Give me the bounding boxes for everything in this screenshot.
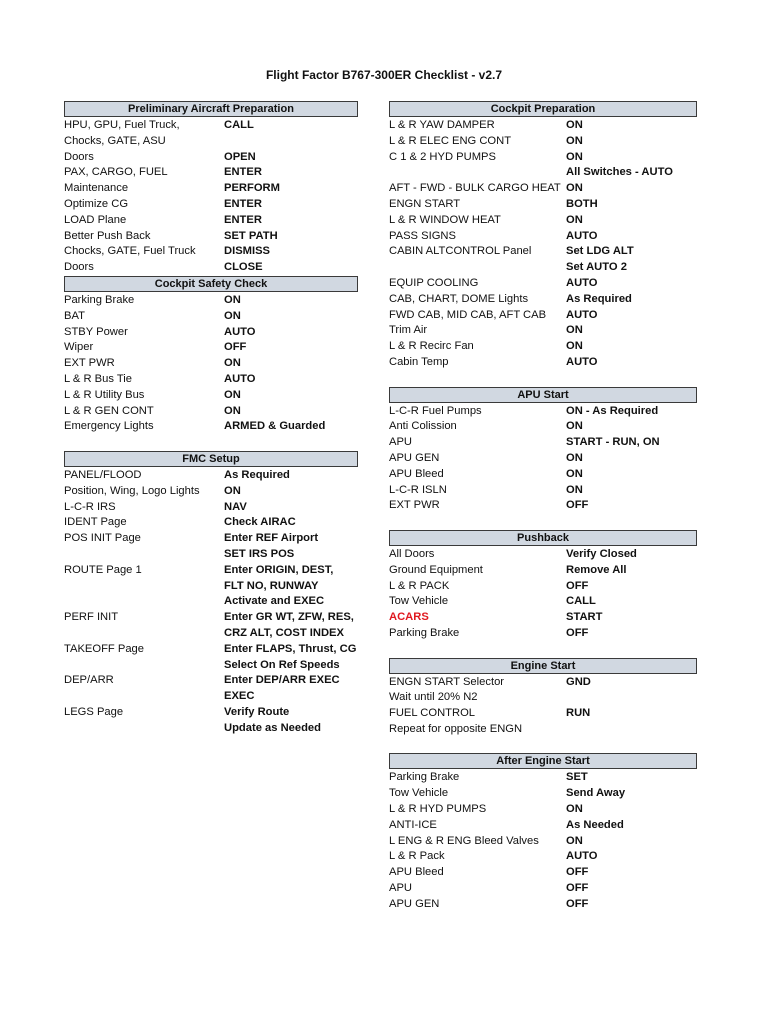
checklist-item: APU (389, 882, 413, 895)
checklist-item: L & R ELEC ENG CONT (389, 134, 512, 147)
checklist-item: Doors (64, 150, 94, 163)
section-header: Engine Start (389, 658, 697, 674)
checklist-value: ENTER (224, 197, 262, 210)
checklist-item: Tow Vehicle (389, 595, 449, 608)
checklist-row (64, 388, 358, 404)
checklist-value: ON (566, 451, 583, 464)
checklist-row (389, 897, 697, 913)
section-spacer (389, 642, 697, 658)
checklist-item: Anti Colission (389, 420, 457, 433)
checklist-item: C 1 & 2 HYD PUMPS (389, 150, 496, 163)
checklist-value: Update as Needed (224, 721, 321, 734)
checklist-row (389, 483, 697, 499)
checklist-row (389, 260, 697, 276)
checklist-item: PASS SIGNS (389, 229, 456, 242)
checklist-value: RUN (566, 707, 591, 720)
checklist-item: Parking Brake (64, 293, 135, 306)
checklist-item: Maintenance (64, 182, 129, 195)
checklist-row (389, 165, 697, 181)
checklist-row (389, 134, 697, 150)
checklist-item: Wiper (64, 341, 94, 354)
checklist-item: FUEL CONTROL (389, 707, 475, 720)
checklist-value: ON (224, 484, 241, 497)
checklist-rows (389, 674, 697, 738)
checklist-row (389, 323, 697, 339)
checklist-value: Set LDG ALT (566, 245, 634, 258)
checklist-value: As Required (224, 468, 290, 481)
section-spacer (64, 435, 358, 451)
section-header: Cockpit Preparation (389, 101, 697, 117)
checklist-value: ON (566, 119, 583, 131)
right-column (389, 101, 697, 913)
checklist-item: TAKEOFF Page (64, 642, 144, 655)
checklist-item: Wait until 20% N2 (389, 691, 478, 704)
checklist-item: Position, Wing, Logo Lights (64, 484, 200, 497)
checklist-value: AUTO (224, 325, 256, 338)
checklist-item: Repeat for opposite ENGN (389, 722, 523, 735)
checklist-value: EXEC (224, 690, 255, 703)
document-title: Flight Factor B767-300ER Checklist - v2.7 (265, 68, 503, 82)
checklist-row (389, 213, 697, 229)
checklist-value: As Needed (566, 818, 624, 831)
checklist-row (64, 118, 358, 134)
checklist-row (64, 484, 358, 500)
checklist-value: Set AUTO 2 (566, 261, 627, 274)
checklist-rows (64, 117, 358, 276)
checklist-row (64, 356, 358, 372)
checklist-row (389, 579, 697, 595)
checklist-value: OFF (566, 866, 589, 879)
checklist-item: EQUIP COOLING (389, 276, 479, 289)
checklist-row (389, 276, 697, 292)
checklist-item: All Doors (389, 547, 435, 560)
checklist-row (389, 308, 697, 324)
checklist-row (389, 849, 697, 865)
checklist-value: ON (224, 388, 241, 401)
checklist-rows (64, 292, 358, 435)
checklist-item: L & R Bus Tie (64, 372, 132, 385)
checklist-item: Better Push Back (64, 229, 151, 242)
checklist-row (389, 150, 697, 166)
checklist-row (389, 770, 697, 786)
checklist-value: BOTH (566, 197, 598, 210)
checklist-row (389, 292, 697, 308)
checklist-row (389, 229, 697, 245)
checklist-value: OPEN (224, 150, 256, 163)
checklist-value: OFF (566, 882, 589, 895)
checklist-item: APU (389, 436, 413, 449)
checklist-row (64, 404, 358, 420)
checklist-row (389, 498, 697, 514)
checklist-item: Doors (64, 261, 94, 274)
checklist-row (64, 626, 358, 642)
checklist-rows (389, 117, 697, 371)
checklist-item: AFT - FWD - BULK CARGO HEAT (389, 182, 561, 195)
checklist-row (64, 213, 358, 229)
checklist-row (64, 244, 358, 260)
checklist-item: L & R WINDOW HEAT (389, 213, 501, 226)
checklist-item: L ENG & R ENG Bleed Valves (389, 834, 539, 847)
checklist-item: CAB, CHART, DOME Lights (389, 292, 529, 305)
checklist-row (389, 355, 697, 371)
checklist-item: DEP/ARR (64, 674, 114, 687)
checklist-value: AUTO (566, 308, 598, 321)
checklist-row (64, 531, 358, 547)
checklist-value: AUTO (566, 850, 598, 863)
checklist-item: ENGN START Selector (389, 675, 505, 688)
checklist-row (389, 419, 697, 435)
checklist-item: PANEL/FLOOD (64, 468, 142, 481)
checklist-row (64, 419, 358, 435)
checklist-row (389, 118, 697, 134)
checklist-row (389, 435, 697, 451)
checklist-value: Enter FLAPS, Thrust, CG (224, 642, 357, 655)
checklist-rows (64, 467, 358, 737)
checklist-row (389, 547, 697, 563)
checklist-value: ON (566, 213, 583, 226)
checklist-value: ON (566, 150, 583, 163)
checklist-row (64, 468, 358, 484)
checklist-item: L & R Utility Bus (64, 388, 145, 401)
checklist-row (64, 689, 358, 705)
section-header: Preliminary Aircraft Preparation (64, 101, 358, 117)
checklist-row (389, 181, 697, 197)
checklist-value: Enter REF Airport (224, 532, 319, 545)
checklist-value: All Switches - AUTO (566, 166, 673, 179)
section-header: FMC Setup (64, 451, 358, 467)
section-engine-start (389, 658, 697, 754)
checklist-item: Chocks, GATE, ASU (64, 134, 166, 147)
checklist-item: Parking Brake (389, 771, 460, 784)
checklist-value: START (566, 611, 603, 624)
checklist-row (64, 150, 358, 166)
checklist-value: CALL (566, 595, 596, 608)
checklist-row (389, 563, 697, 579)
section-preliminary (64, 101, 358, 276)
checklist-row (64, 547, 358, 563)
checklist-item: L & R YAW DAMPER (389, 119, 495, 131)
checklist-row (64, 197, 358, 213)
checklist-item: L-C-R IRS (64, 500, 116, 513)
checklist-item: APU Bleed (389, 467, 444, 480)
checklist-value: Check AIRAC (224, 516, 296, 529)
checklist-row (64, 594, 358, 610)
checklist-value: SET PATH (224, 229, 278, 242)
checklist-value: CRZ ALT, COST INDEX (224, 626, 344, 639)
checklist-row (64, 705, 358, 721)
checklist-item: FWD CAB, MID CAB, AFT CAB (389, 308, 547, 321)
checklist-value: ON (566, 803, 583, 816)
checklist-value: Enter ORIGIN, DEST, (224, 563, 334, 576)
checklist-item: L & R Recirc Fan (389, 340, 474, 353)
checklist-row (389, 610, 697, 626)
checklist-value: OFF (566, 897, 589, 910)
checklist-value: Send Away (566, 787, 626, 800)
checklist-item: Cabin Temp (389, 355, 449, 368)
checklist-item: APU GEN (389, 897, 440, 910)
checklist-value: ON (566, 467, 583, 480)
section-header: Pushback (389, 530, 697, 546)
checklist-rows (389, 546, 697, 642)
checklist-item: Emergency Lights (64, 420, 154, 433)
checklist-value: AUTO (566, 355, 598, 368)
checklist-item: PERF INIT (64, 611, 119, 624)
checklist-rows (389, 403, 697, 515)
checklist-row (64, 309, 358, 325)
checklist-value: AUTO (224, 372, 256, 385)
left-column (64, 101, 358, 736)
checklist-value: AUTO (566, 276, 598, 289)
checklist-row (64, 325, 358, 341)
checklist-row (389, 690, 697, 706)
checklist-item: EXT PWR (389, 499, 440, 512)
checklist-row (389, 722, 697, 738)
checklist-row (389, 197, 697, 213)
checklist-row (389, 339, 697, 355)
checklist-row (64, 563, 358, 579)
section-spacer (389, 514, 697, 530)
checklist-row (389, 404, 697, 420)
section-pushback (389, 530, 697, 658)
checklist-item: PAX, CARGO, FUEL (64, 166, 168, 179)
checklist-value: START - RUN, ON (566, 436, 660, 449)
section-spacer (389, 371, 697, 387)
checklist-value: ENTER (224, 213, 262, 226)
checklist-row (64, 515, 358, 531)
checklist-item: APU Bleed (389, 866, 444, 879)
checklist-row (389, 834, 697, 850)
checklist-value: OFF (566, 579, 589, 592)
checklist-value: ON (566, 324, 583, 337)
checklist-item: EXT PWR (64, 357, 115, 370)
checklist-value: Remove All (566, 563, 627, 576)
checklist-item: HPU, GPU, Fuel Truck, (64, 119, 180, 131)
checklist-row (389, 451, 697, 467)
checklist-item: ROUTE Page 1 (64, 563, 142, 576)
checklist-item: L & R PACK (389, 579, 450, 592)
checklist-row (64, 372, 358, 388)
section-spacer (389, 738, 697, 754)
checklist-row (64, 134, 358, 150)
checklist-value: ON (224, 357, 241, 370)
checklist-item: STBY Power (64, 325, 128, 338)
checklist-item: APU GEN (389, 451, 440, 464)
checklist-item: CABIN ALTCONTROL Panel (389, 245, 532, 258)
checklist-value: ON (566, 340, 583, 353)
checklist-row (64, 165, 358, 181)
checklist-row (389, 467, 697, 483)
checklist-item: LOAD Plane (64, 213, 127, 226)
checklist-item: Trim Air (389, 324, 428, 337)
section-apu-start (389, 387, 697, 530)
section-header: Cockpit Safety Check (64, 276, 358, 292)
section-cockpit-prep (389, 101, 697, 387)
checklist-item: IDENT Page (64, 516, 127, 529)
checklist-value: ON (566, 834, 583, 847)
checklist-value: AUTO (566, 229, 598, 242)
checklist-value: Verify Route (224, 705, 290, 718)
checklist-row (64, 181, 358, 197)
checklist-value: CLOSE (224, 261, 263, 274)
checklist-item: L-C-R ISLN (389, 483, 447, 496)
checklist-item: L-C-R Fuel Pumps (389, 404, 482, 417)
checklist-item: ACARS (389, 611, 429, 624)
checklist-value: PERFORM (224, 182, 280, 195)
checklist-value: ARMED & Guarded (224, 420, 326, 433)
checklist-item: ANTI-ICE (389, 818, 437, 831)
checklist-value: Enter DEP/ARR EXEC (224, 674, 340, 687)
checklist-row (64, 658, 358, 674)
checklist-value: As Required (566, 292, 632, 305)
checklist-value: OFF (224, 341, 247, 354)
section-after-engine-start (389, 753, 697, 912)
checklist-row (389, 244, 697, 260)
checklist-value: GND (566, 675, 591, 688)
checklist-row (389, 786, 697, 802)
checklist-row (64, 260, 358, 276)
checklist-value: SET IRS POS (224, 547, 295, 560)
checklist-row (389, 675, 697, 691)
checklist-item: BAT (64, 309, 85, 322)
checklist-value: SET (566, 771, 588, 784)
checklist-value: Enter GR WT, ZFW, RES, (224, 611, 354, 624)
checklist-value: ON (566, 182, 583, 195)
checklist-value: Select On Ref Speeds (224, 658, 340, 671)
checklist-row (64, 229, 358, 245)
checklist-row (64, 721, 358, 737)
checklist-item: ENGN START (389, 197, 461, 210)
checklist-value: ON (224, 404, 241, 417)
checklist-value: DISMISS (224, 245, 271, 258)
checklist-value: ON (566, 420, 583, 433)
checklist-row (389, 594, 697, 610)
checklist-row (389, 865, 697, 881)
checklist-row (64, 610, 358, 626)
checklist-value: ON (224, 309, 241, 322)
checklist-value: ON - As Required (566, 404, 659, 417)
checklist-row (64, 579, 358, 595)
checklist-item: L & R HYD PUMPS (389, 803, 487, 816)
checklist-item: L & R Pack (389, 850, 445, 863)
checklist-value: OFF (566, 626, 589, 639)
checklist-value: ENTER (224, 166, 262, 179)
checklist-row (64, 293, 358, 309)
checklist-value: Activate and EXEC (224, 595, 325, 608)
section-cockpit-safety (64, 276, 358, 451)
checklist-value: Verify Closed (566, 547, 637, 560)
checklist-value: ON (566, 483, 583, 496)
checklist-item: Chocks, GATE, Fuel Truck (64, 245, 196, 258)
checklist-row (64, 500, 358, 516)
section-header: After Engine Start (389, 753, 697, 769)
checklist-value: NAV (224, 500, 247, 513)
checklist-row (389, 802, 697, 818)
checklist-item: Parking Brake (389, 626, 460, 639)
checklist-row (389, 881, 697, 897)
section-header: APU Start (389, 387, 697, 403)
checklist-item: Ground Equipment (389, 563, 483, 576)
checklist-rows (389, 769, 697, 912)
checklist-row (389, 626, 697, 642)
checklist-row (389, 818, 697, 834)
checklist-item: L & R GEN CONT (64, 404, 154, 417)
checklist-item: POS INIT Page (64, 532, 141, 545)
checklist-item: LEGS Page (64, 705, 124, 718)
section-fmc-setup (64, 451, 358, 737)
checklist-row (64, 673, 358, 689)
checklist-row (389, 706, 697, 722)
checklist-value: FLT NO, RUNWAY (224, 579, 319, 592)
checklist-value: ON (566, 134, 583, 147)
checklist-value: CALL (224, 119, 254, 131)
checklist-item: Optimize CG (64, 197, 129, 210)
checklist-row (64, 642, 358, 658)
checklist-value: OFF (566, 499, 589, 512)
checklist-row (64, 340, 358, 356)
checklist-item: Tow Vehicle (389, 787, 449, 800)
checklist-value: ON (224, 293, 241, 306)
